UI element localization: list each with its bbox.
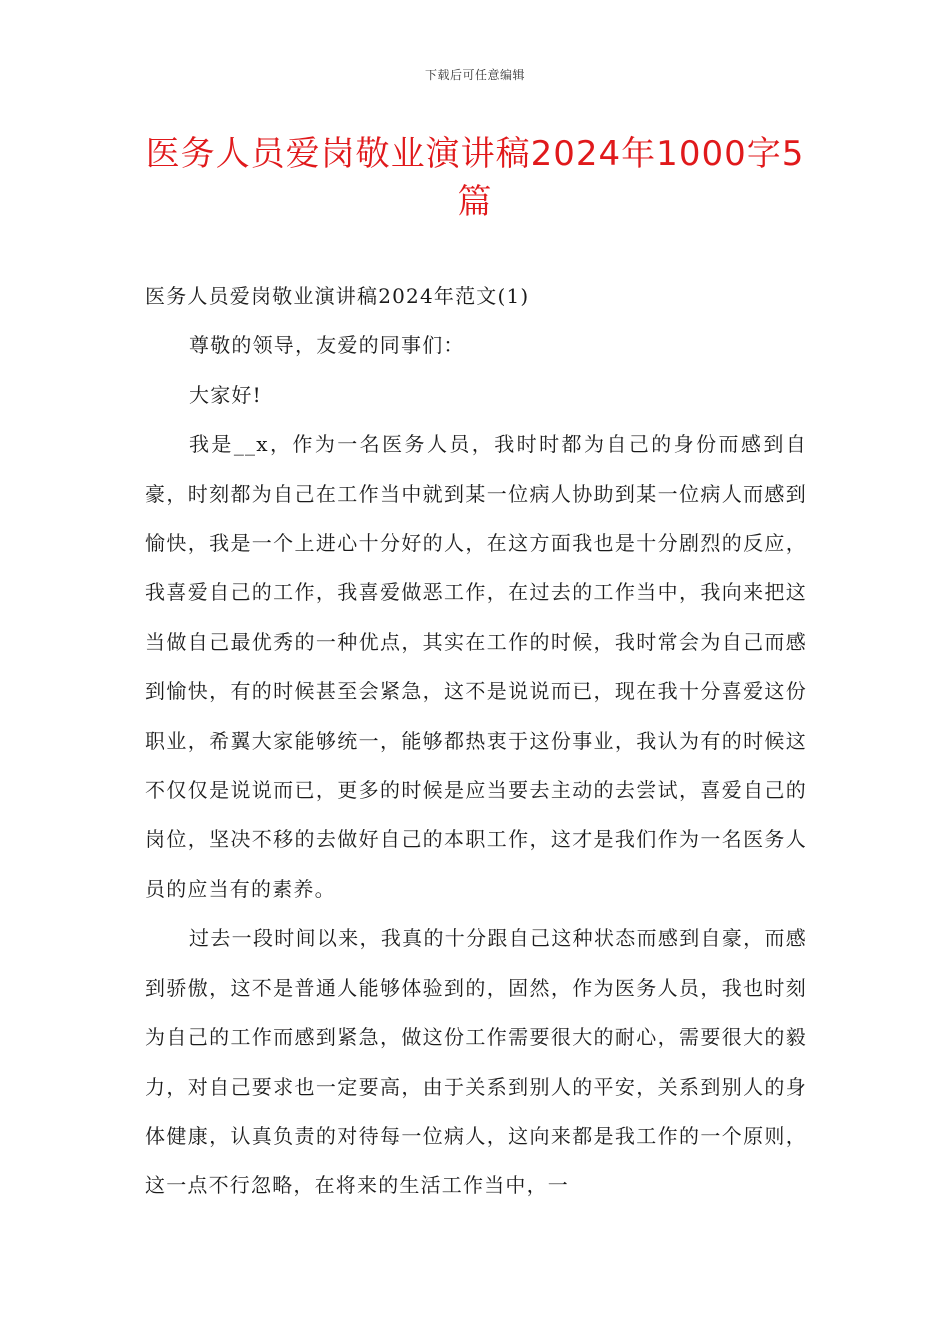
salutation: 尊敬的领导，友爱的同事们： <box>189 333 465 358</box>
body-paragraph: 过去一段时间以来，我真的十分跟自己这种状态而感到自豪，而感到骄傲，这不是普通人能够体验到的，固然，作为医务人员，我也时刻为自己的工作而感到紧急，做这份工作需要很大的耐心，需要很大的毅力，对自己要求也一定要高，由于关系到别人的平安，关系到别人的身体健康，认真负责的对待每一位病人，这向来都是我工作的一个原则，这一点不行忽略，在将来的生活工作当中，一 <box>145 926 807 1198</box>
section-heading: 医务人员爱岗敬业演讲稿2024年范文(1) <box>145 284 530 308</box>
document-body <box>145 272 807 1211</box>
page-header-note: 下载后可任意编辑 <box>424 68 525 82</box>
body-paragraph: 我是__x，作为一名医务人员，我时时都为自己的身份而感到自豪，时刻都为自己在工作当中就到某一位病人协助到某一位病人而感到愉快，我是一个上进心十分好的人，在这方面我也是十分剧烈的反应，我喜爱自己的工作，我喜爱做恶工作，在过去的工作当中，我向来把这当做自己最优秀的一种优点，其实在工作的时候，我时常会为自己而感到愉快，有的时候甚至会紧急，这不是说说而已，现在我十分喜爱这份职业，希翼大家能够统一，能够都热衷于这份事业，我认为有的时候这不仅仅是说说而已，更多的时候是应当要去主动的去尝试，喜爱自己的岗位，坚决不移的去做好自己的本职工作，这才是我们作为一名医务人员的应当有的素养。 <box>145 432 807 901</box>
document-title: 医务人员爱岗敬业演讲稿2024年1000字5篇 <box>145 134 805 222</box>
greeting: 大家好! <box>189 382 262 407</box>
